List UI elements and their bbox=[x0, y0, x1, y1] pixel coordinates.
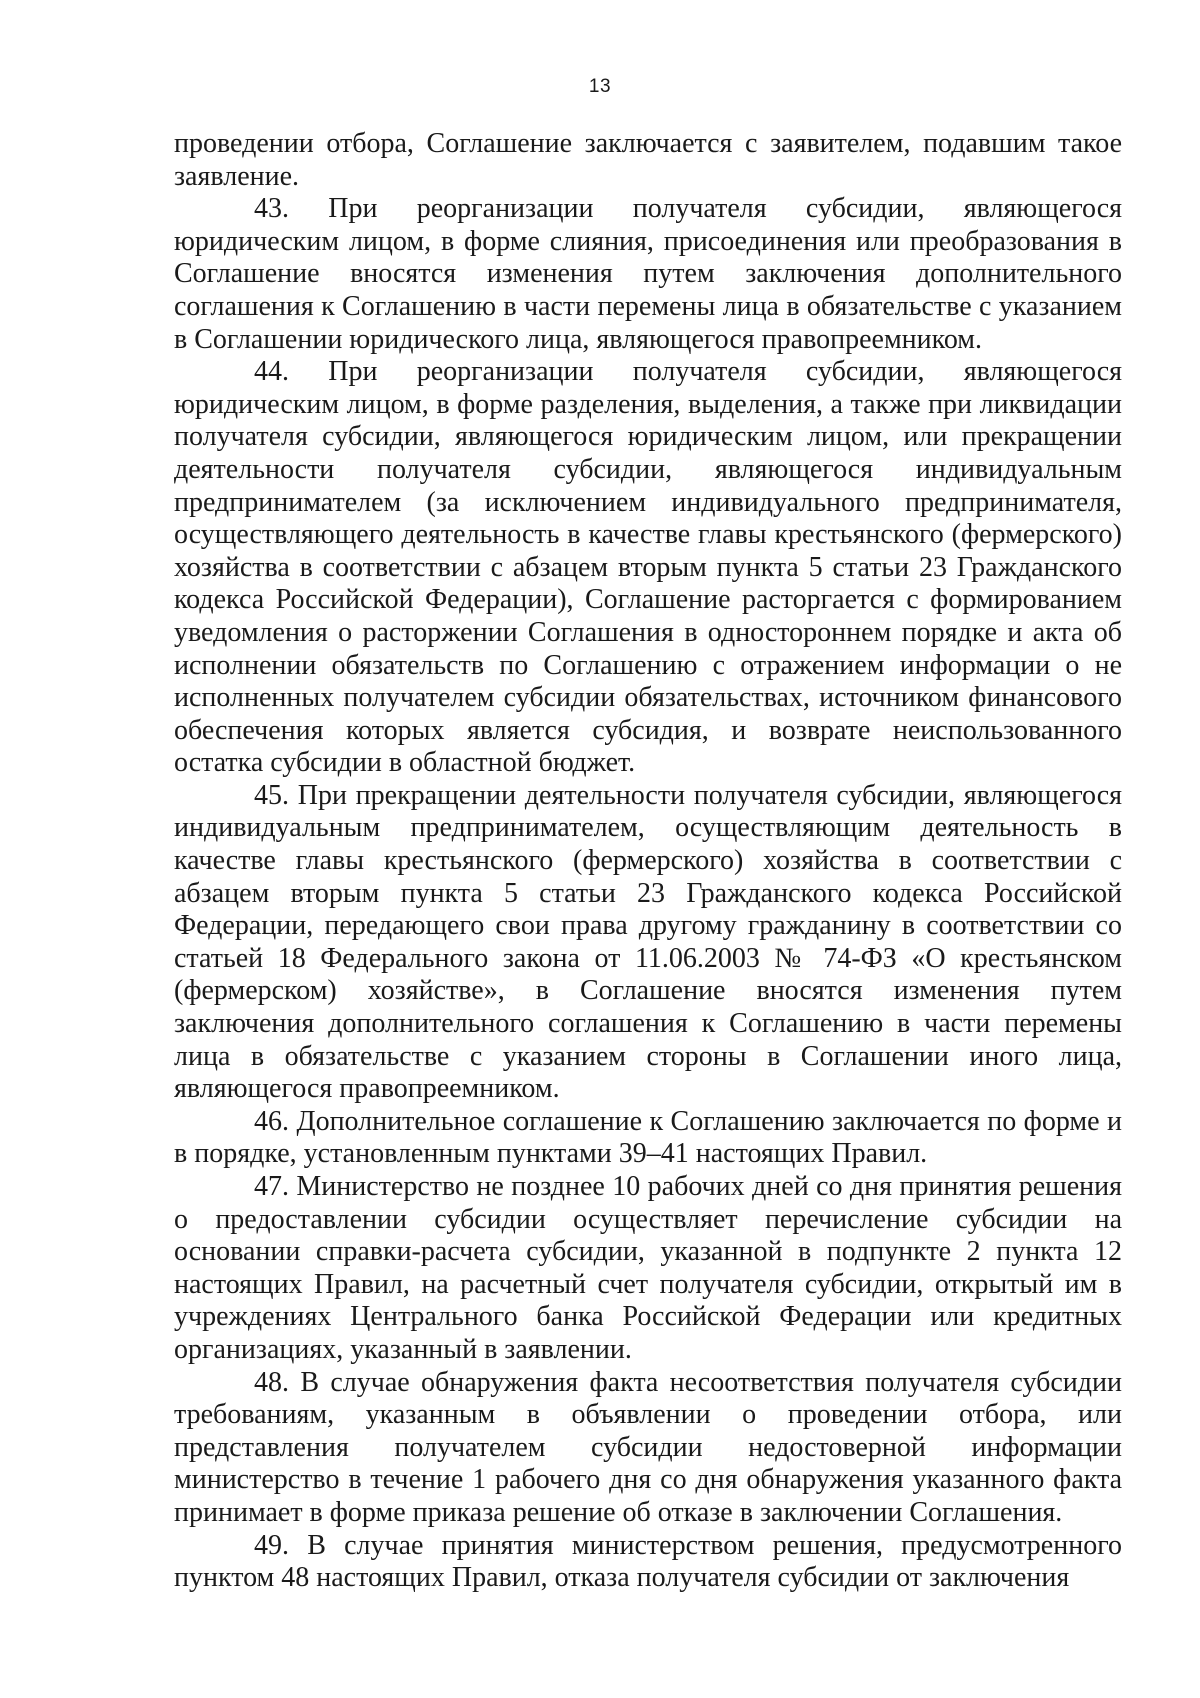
paragraph-47: 47. Министерство не позднее 10 рабочих дней со дня принятия решения о предоставлении субсидии осуществляет перечисление субсидии на основании справки-расчета субсидии, указанной в подпункте 2 пункта 12 настоящих Правил, на расчетный счет получателя субсидии, открытый им в учреждениях Центрального банка Российской Федерации или кредитных организациях, указанный в заявлении. bbox=[174, 1171, 1122, 1365]
page-number: 13 bbox=[588, 76, 612, 97]
paragraph-45: 45. При прекращении деятельности получателя субсидии, являющегося индивидуальным предпринимателем, осуществляющим деятельность в качестве главы крестьянского (фермерского) хозяйства в соответствии с абзацем вторым пункта 5 статьи 23 Гражданского кодекса Российской Федерации, передающего свои права другому гражданину в соответствии со статьей 18 Федерального закона от 11.06.2003 № 74-ФЗ «О крестьянском (фермерском) хозяйстве», в Соглашение вносятся изменения путем заключения дополнительного соглашения к Соглашению в части перемены лица в обязательстве с указанием стороны в Соглашении иного лица, являющегося правопреемником. bbox=[174, 779, 1122, 1105]
paragraph-46: 46. Дополнительное соглашение к Соглашению заключается по форме и в порядке, установленным пунктами 39–41 настоящих Правил. bbox=[174, 1105, 1122, 1170]
document-body bbox=[174, 128, 1122, 1595]
paragraph-49: 49. В случае принятия министерством решения, предусмотренного пунктом 48 настоящих Правил, отказа получателя субсидии от заключения bbox=[174, 1529, 1122, 1594]
paragraph-43: 43. При реорганизации получателя субсидии, являющегося юридическим лицом, в форме слияния, присоединения или преобразования в Соглашение вносятся изменения путем заключения дополнительного соглашения к Соглашению в части перемены лица в обязательстве с указанием в Соглашении юридического лица, являющегося правопреемником. bbox=[174, 193, 1122, 355]
paragraph-continuation: проведении отбора, Соглашение заключается с заявителем, подавшим такое заявление. bbox=[174, 128, 1122, 192]
paragraph-48: 48. В случае обнаружения факта несоответствия получателя субсидии требованиям, указанным в объявлении о проведении отбора, или представления получателем субсидии недостоверной информации министерство в течение 1 рабочего дня со дня обнаружения указанного факта принимает в форме приказа решение об отказе в заключении Соглашения. bbox=[174, 1366, 1122, 1528]
paragraph-44: 44. При реорганизации получателя субсидии, являющегося юридическим лицом, в форме разделения, выделения, а также при ликвидации получателя субсидии, являющегося юридическим лицом, или прекращении деятельности получателя субсидии, являющегося индивидуальным предпринимателем (за исключением индивидуального предпринимателя, осуществляющего деятельность в качестве главы крестьянского (фермерского) хозяйства в соответствии с абзацем вторым пункта 5 статьи 23 Гражданского кодекса Российской Федерации), Соглашение расторгается с формированием уведомления о расторжении Соглашения в одностороннем порядке и акта об исполнении обязательств по Соглашению с отражением информации о не исполненных получателем субсидии обязательствах, источником финансового обеспечения которых является субсидия, и возврате неиспользованного остатка субсидии в областной бюджет. bbox=[174, 356, 1122, 779]
